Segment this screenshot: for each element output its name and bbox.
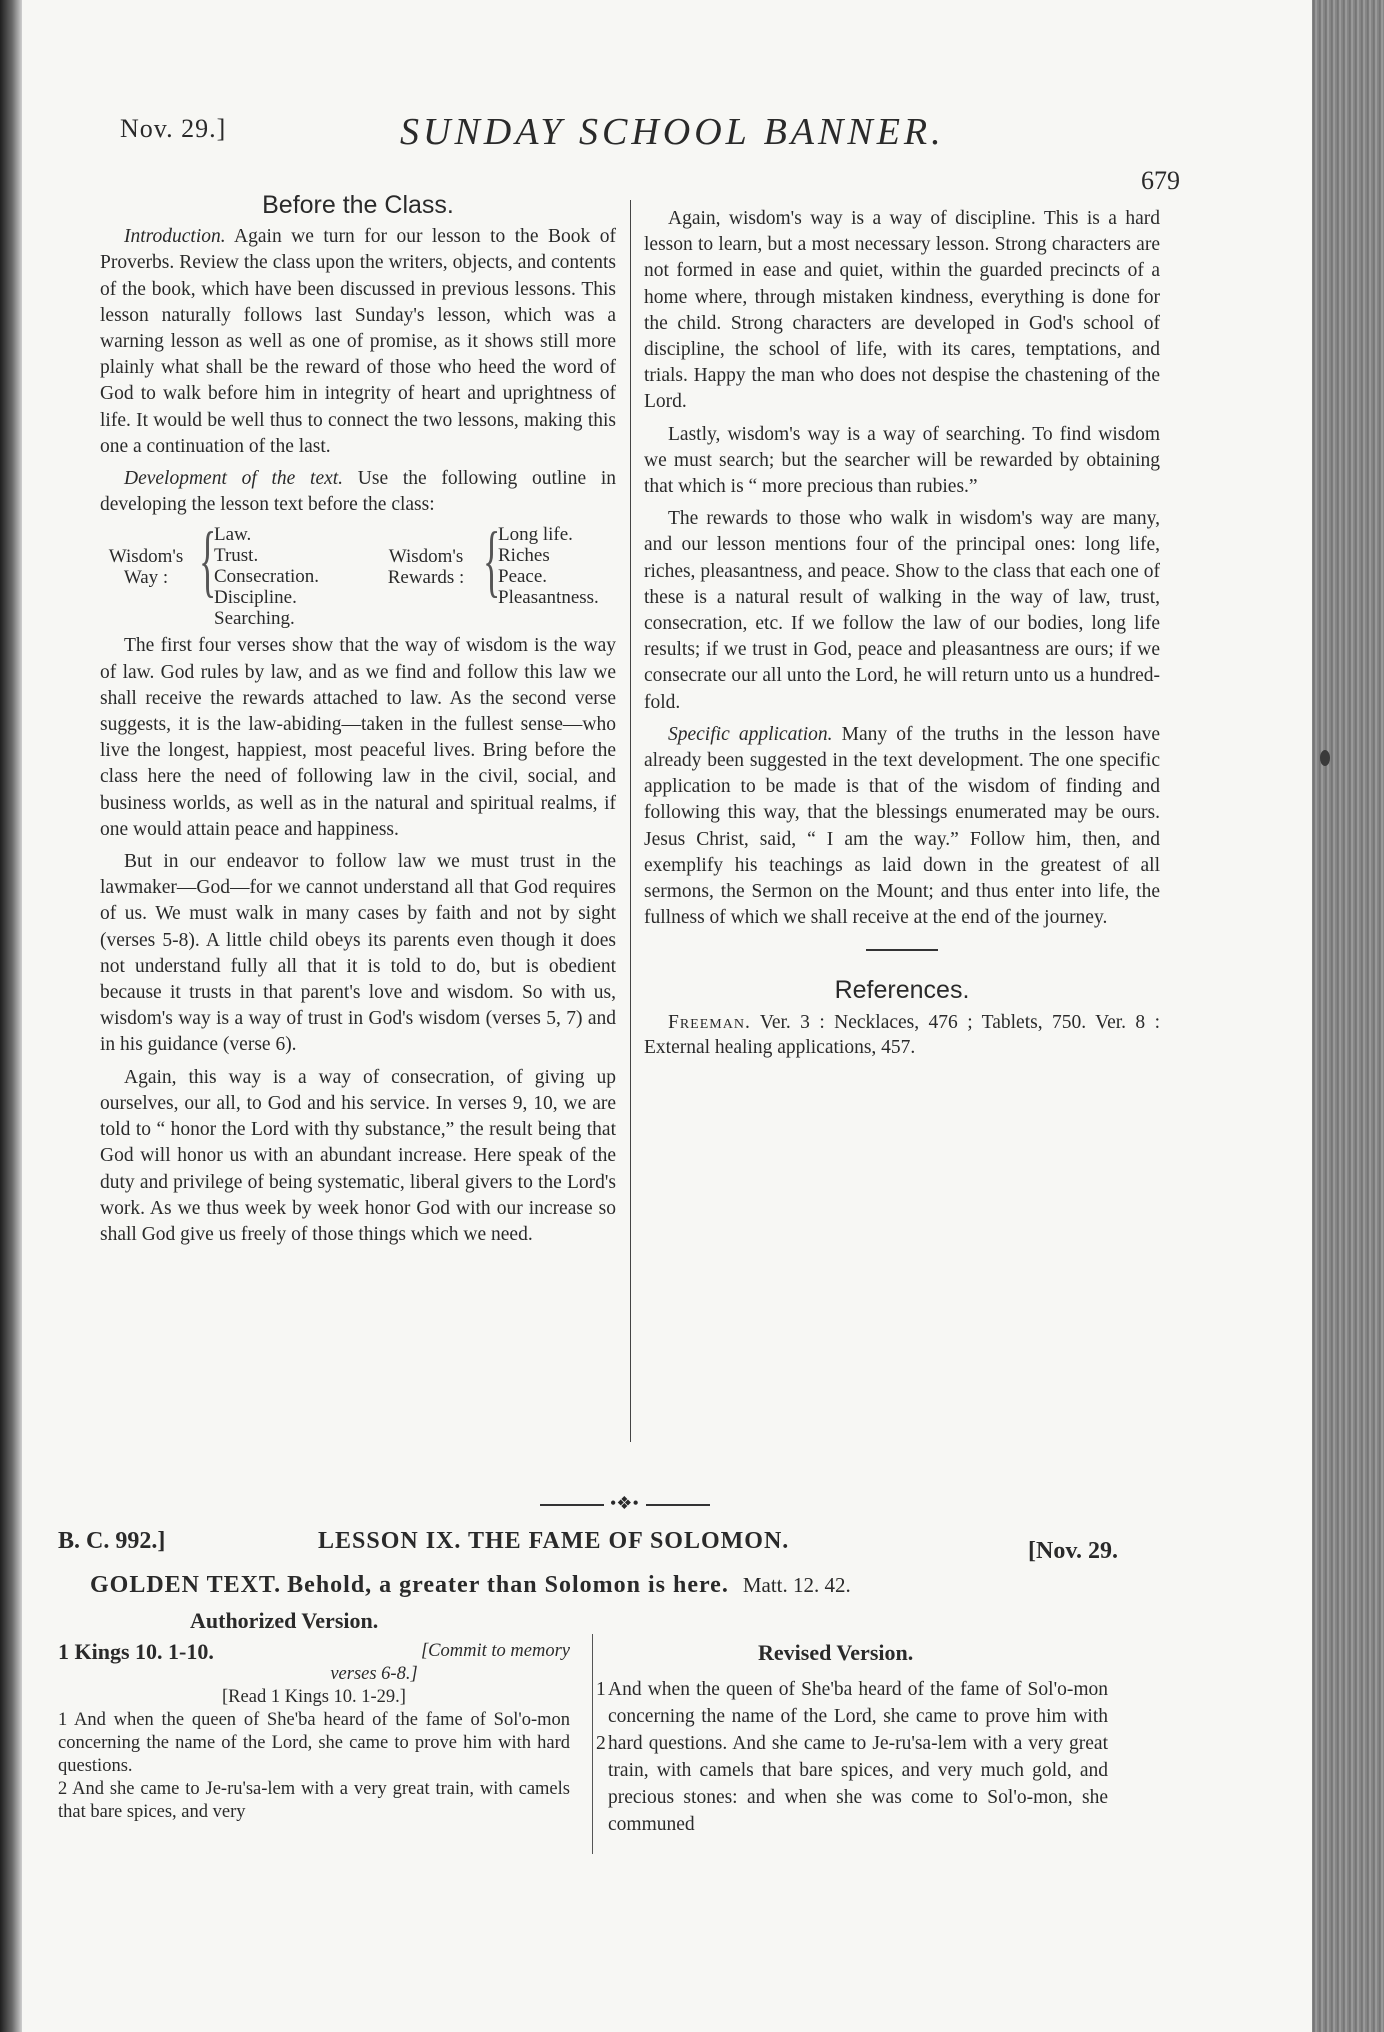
application-label: Specific application.	[668, 723, 833, 745]
page-edge-mark	[1320, 750, 1330, 766]
passage-reference: 1 Kings 10. 1-10.	[58, 1639, 214, 1664]
way-item: Law.	[214, 524, 252, 546]
references-section	[644, 949, 1160, 1059]
consecration-paragraph: Again, this way is a way of consecration, of giving up ourselves, our all, to God and his service. In verses 9, 10, we are told to “ honor the Lord with thy substance,” the result being that God will honor us with an abundant increase. Here speak of the duty and privilege of being systematic, liberal givers to the Lord's work. As we thus week by week honor God with our increase so shall God give us freely of those things which we need.	[100, 1066, 616, 1245]
references-heading: References.	[834, 976, 970, 1005]
lesson-date: [Nov. 29.	[1028, 1538, 1118, 1564]
column-rule	[630, 200, 631, 1442]
intro-text: Again we turn for our lesson to the Book of Proverbs. Review the class upon the writers, objects, and contents of the book, which have been discussed in previous lessons. This lesson naturally follows last Sunday's lesson, which was a warning lesson as well as one of promise, as it shows still more plainly what shall be the reward of those who heed the word of God to walk before him in integrity of heart and uprightness of life. It would be well thus to connect the two lessons, making this one a continuation of the last.	[100, 226, 616, 457]
ways-label: Wisdom's Way :	[108, 546, 184, 589]
verse-number: 1	[596, 1679, 606, 1700]
application-text: Many of the truths in the lesson have already been suggested in the text development. The one specific application to be made is that of the wisdom of finding and following this way, that the blessings enumerated may be ours. Jesus Christ, said, “ I am the way.” Follow him, then, and exemplify his teachings as laid down in the greatest of all sermons, the Sermon on the Mount; and thus enter into life, the fullness of which we shall receive at the end of the journey.	[644, 723, 1161, 929]
short-rule	[866, 949, 938, 951]
page-edges	[1312, 0, 1384, 2032]
memory-note: [Commit to memory	[420, 1641, 570, 1661]
references-body: Ver. 3 : Necklaces, 476 ; Tablets, 750. Ver. 8 : External healing applications, 457.	[644, 1011, 1160, 1058]
ways-list	[214, 524, 374, 629]
book-spine	[0, 0, 22, 2032]
development-paragraph	[100, 466, 616, 518]
intro-paragraph	[100, 224, 616, 460]
golden-text	[90, 1572, 851, 1599]
header-title: SUNDAY SCHOOL BANNER.	[400, 111, 945, 153]
references-author: Freeman.	[668, 1011, 751, 1033]
authorized-version-heading: Authorized Version.	[190, 1608, 379, 1633]
golden-text-label: GOLDEN TEXT.	[90, 1572, 282, 1598]
memory-verses: verses 6-8.]	[330, 1664, 418, 1684]
divider-line	[540, 1504, 604, 1506]
lesson-title: LESSON IX. THE FAME OF SOLOMON.	[318, 1528, 790, 1554]
revised-text: And when the queen of She'ba heard of the fame of Sol'o-mon concerning the name of the Lord, she came to prove him with hard questions. And she came to Je-ru'sa-lem with a very great train, with camels that bare spices, and very much gold, and precious stones: and when she was come to Sol'o-mon, she communed	[608, 1679, 1108, 1835]
authorized-version-column	[58, 1640, 570, 1824]
running-header	[120, 110, 1180, 195]
reward-item: Riches	[498, 545, 550, 567]
way-item: Consecration.	[214, 566, 320, 588]
right-column	[644, 206, 1160, 1060]
development-label: Development of the text.	[124, 468, 344, 490]
divider-ornament: •❖•	[610, 1493, 639, 1513]
discipline-paragraph: Again, wisdom's way is a way of discipline. This is a hard lesson to learn, but a most necessary lesson. Strong characters are not formed in ease and quiet, within the guarded precincts of a home where, through mistaken kindness, everything is done for the child. Strong characters are developed in God's school of discipline, the school of life, with its cares, temptations, and trials. Happy the man who does not despise the chastening of the Lord.	[644, 208, 1160, 413]
way-item: Searching.	[214, 608, 295, 630]
revised-version-heading: Revised Version.	[758, 1640, 914, 1665]
references-text	[644, 1010, 1160, 1060]
lesson-outline	[100, 517, 616, 630]
reward-item: Pleasantness.	[498, 587, 599, 609]
law-paragraph: The first four verses show that the way of wisdom is the way of law. God rules by law, and as we find and follow this law we shall receive the rewards attached to law. As the second verse suggests, it is the law-abiding—taken in the fullest sense—who live the longest, happiest, most peaceful lives. Bring before the class here the need of following law in the civil, social, and business worlds, as well as in the natural and spiritual realms, if one would attain peace and happiness.	[100, 635, 616, 840]
before-class-heading: Before the Class.	[262, 191, 454, 219]
verse-number: 2	[596, 1733, 606, 1754]
way-item: Discipline.	[214, 587, 297, 609]
trust-paragraph: But in our endeavor to follow law we must trust in the lawmaker—God—for we cannot understand all that God requires of us. We must walk in many cases by faith and not by sight (verses 5-8). A little child obeys its parents even though it does not understand fully all that it is told to do, but is obedient because it trusts in that parent's love and wisdom. So with us, wisdom's way is a way of trust in God's wisdom (verses 5, 7) and in his guidance (verse 6).	[100, 851, 616, 1056]
left-column	[100, 192, 616, 1248]
searching-paragraph: Lastly, wisdom's way is a way of searching. To find wisdom we must search; but the searcher will be rewarded by obtaining that which is “ more precious than rubies.”	[644, 423, 1160, 498]
application-paragraph	[644, 722, 1160, 932]
authorized-verse-2: 2 And she came to Je-ru'sa-lem with a very great train, with camels that bare spices, and very	[58, 1779, 570, 1822]
ornament-divider	[540, 1493, 710, 1513]
intro-label: Introduction.	[124, 226, 226, 248]
golden-text-body: Behold, a greater than Solomon is here.	[287, 1572, 729, 1598]
rewards-label: Wisdom's Rewards :	[387, 546, 465, 589]
header-date: Nov. 29.]	[120, 114, 227, 143]
reward-item: Long life.	[498, 524, 573, 546]
lesson-bc-date: B. C. 992.]	[58, 1528, 166, 1554]
reward-item: Peace.	[498, 566, 548, 588]
divider-line	[646, 1504, 710, 1506]
golden-text-reference: Matt. 12. 42.	[742, 1573, 851, 1597]
revised-version-column	[596, 1676, 1108, 1838]
authorized-verse-1: 1 And when the queen of She'ba heard of the fame of Sol'o-mon concerning the name of the Lord, she came to prove him with hard questions.	[58, 1710, 570, 1776]
brace-left: {	[198, 517, 217, 606]
version-column-rule	[592, 1634, 593, 1854]
brace-right: {	[482, 517, 501, 606]
way-item: Trust.	[214, 545, 259, 567]
rewards-paragraph: The rewards to those who walk in wisdom's way are many, and our lesson mentions four of the principal ones: long life, riches, pleasantness, and peace. Show to the class that each one of these is a natural result of walking in the way of law, trust, consecration, etc. If we follow the law of our bodies, long life results; if we trust in God, peace and pleasantness are ours; if we consecrate our all unto the Lord, he will return unto us a hundred-fold.	[644, 508, 1160, 713]
passage-line	[58, 1640, 570, 1663]
read-note: [Read 1 Kings 10. 1-29.]	[222, 1687, 406, 1707]
development-text: Use the following outline in developing the lesson text before the class:	[100, 468, 616, 516]
rewards-list	[498, 524, 599, 608]
page-number: 679	[1141, 166, 1180, 195]
